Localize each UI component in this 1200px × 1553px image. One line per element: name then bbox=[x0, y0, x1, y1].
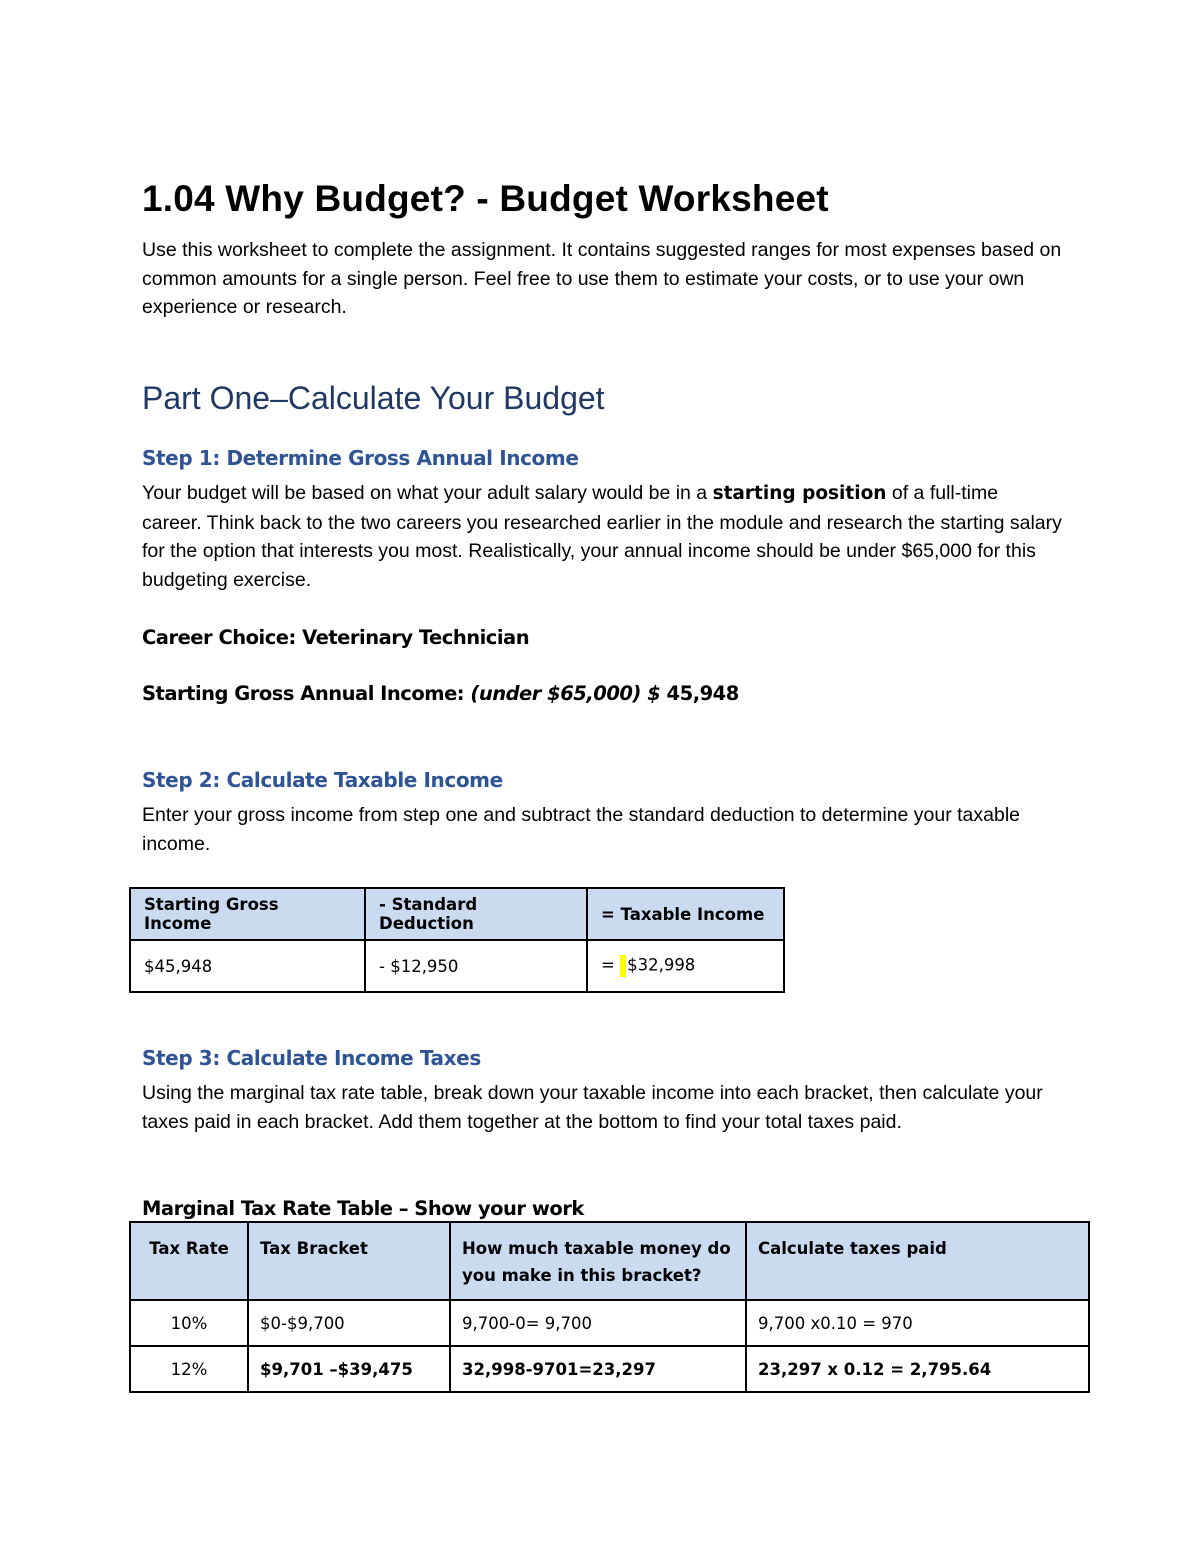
header-gross-income: Starting Gross Income bbox=[130, 888, 365, 940]
career-value: Veterinary Technician bbox=[302, 626, 530, 649]
step1-text-after: of a full-time career. Think back to the two careers you researched earlier in the module and research the starting salary for the option that interests you most. Realistically, your annual income should be under $65,000 for this budgeting exercise. bbox=[142, 482, 1062, 591]
tax-table-caption: Marginal Tax Rate Table – Show your work bbox=[142, 1197, 584, 1220]
income-label: Starting Gross Annual Income: bbox=[142, 682, 471, 705]
table-row bbox=[130, 1346, 1089, 1392]
cell-gross-income: $45,948 bbox=[130, 940, 365, 992]
income-hint: (under $65,000) $ bbox=[470, 682, 661, 705]
table-row bbox=[130, 1300, 1089, 1346]
cell-amount: 32,998-9701=23,297 bbox=[450, 1346, 746, 1392]
step1-heading: Step 1: Determine Gross Annual Income bbox=[142, 446, 579, 470]
cell-rate: 12% bbox=[130, 1346, 248, 1392]
table-header-row bbox=[130, 888, 784, 940]
header-taxable-amount: How much taxable money do you make in this bracket? bbox=[450, 1222, 746, 1300]
cell-taxable-income bbox=[587, 940, 784, 992]
intro-paragraph: Use this worksheet to complete the assignment. It contains suggested ranges for most expenses based on common amounts for a single person. Feel free to use them to estimate your costs, or to use your own experience or research. bbox=[142, 239, 1062, 319]
step2-heading: Step 2: Calculate Taxable Income bbox=[142, 768, 503, 792]
income-line bbox=[142, 682, 739, 705]
header-tax-bracket: Tax Bracket bbox=[248, 1222, 450, 1300]
header-taxable-income: = Taxable Income bbox=[587, 888, 784, 940]
marginal-tax-table bbox=[129, 1221, 1090, 1393]
cell-taxes: 23,297 x 0.12 = 2,795.64 bbox=[746, 1346, 1089, 1392]
cell-bracket: $0-$9,700 bbox=[248, 1300, 450, 1346]
step2-paragraph: Enter your gross income from step one and subtract the standard deduction to determine your taxable income. bbox=[142, 804, 1020, 855]
cell-rate: 10% bbox=[130, 1300, 248, 1346]
taxable-value: $32,998 bbox=[627, 955, 696, 975]
step1-text-before: Your budget will be based on what your adult salary would be in a bbox=[142, 482, 713, 504]
header-tax-rate: Tax Rate bbox=[130, 1222, 248, 1300]
page-title: 1.04 Why Budget? - Budget Worksheet bbox=[142, 178, 829, 219]
header-taxes-paid: Calculate taxes paid bbox=[746, 1222, 1089, 1300]
part-one-heading: Part One–Calculate Your Budget bbox=[142, 380, 605, 416]
cell-standard-deduction: - $12,950 bbox=[365, 940, 587, 992]
highlight-marker bbox=[620, 955, 626, 977]
cell-bracket: $9,701 –$39,475 bbox=[248, 1346, 450, 1392]
step3-paragraph: Using the marginal tax rate table, break down your taxable income into each bracket, then calculate your taxes paid in each bracket. Add them together at the bottom to find your total taxes paid. bbox=[142, 1082, 1043, 1133]
header-standard-deduction: - Standard Deduction bbox=[365, 888, 587, 940]
step3-heading: Step 3: Calculate Income Taxes bbox=[142, 1046, 481, 1070]
step1-text-bold: starting position bbox=[712, 483, 887, 504]
step1-paragraph bbox=[142, 479, 1062, 594]
career-label: Career Choice: bbox=[142, 626, 303, 649]
taxable-prefix: = bbox=[601, 955, 615, 975]
income-value: 45,948 bbox=[660, 682, 739, 705]
career-choice-line bbox=[142, 626, 529, 649]
cell-amount: 9,700-0= 9,700 bbox=[450, 1300, 746, 1346]
cell-taxes: 9,700 x0.10 = 970 bbox=[746, 1300, 1089, 1346]
table-row bbox=[130, 940, 784, 992]
taxable-income-table bbox=[129, 887, 785, 993]
table-header-row bbox=[130, 1222, 1089, 1300]
